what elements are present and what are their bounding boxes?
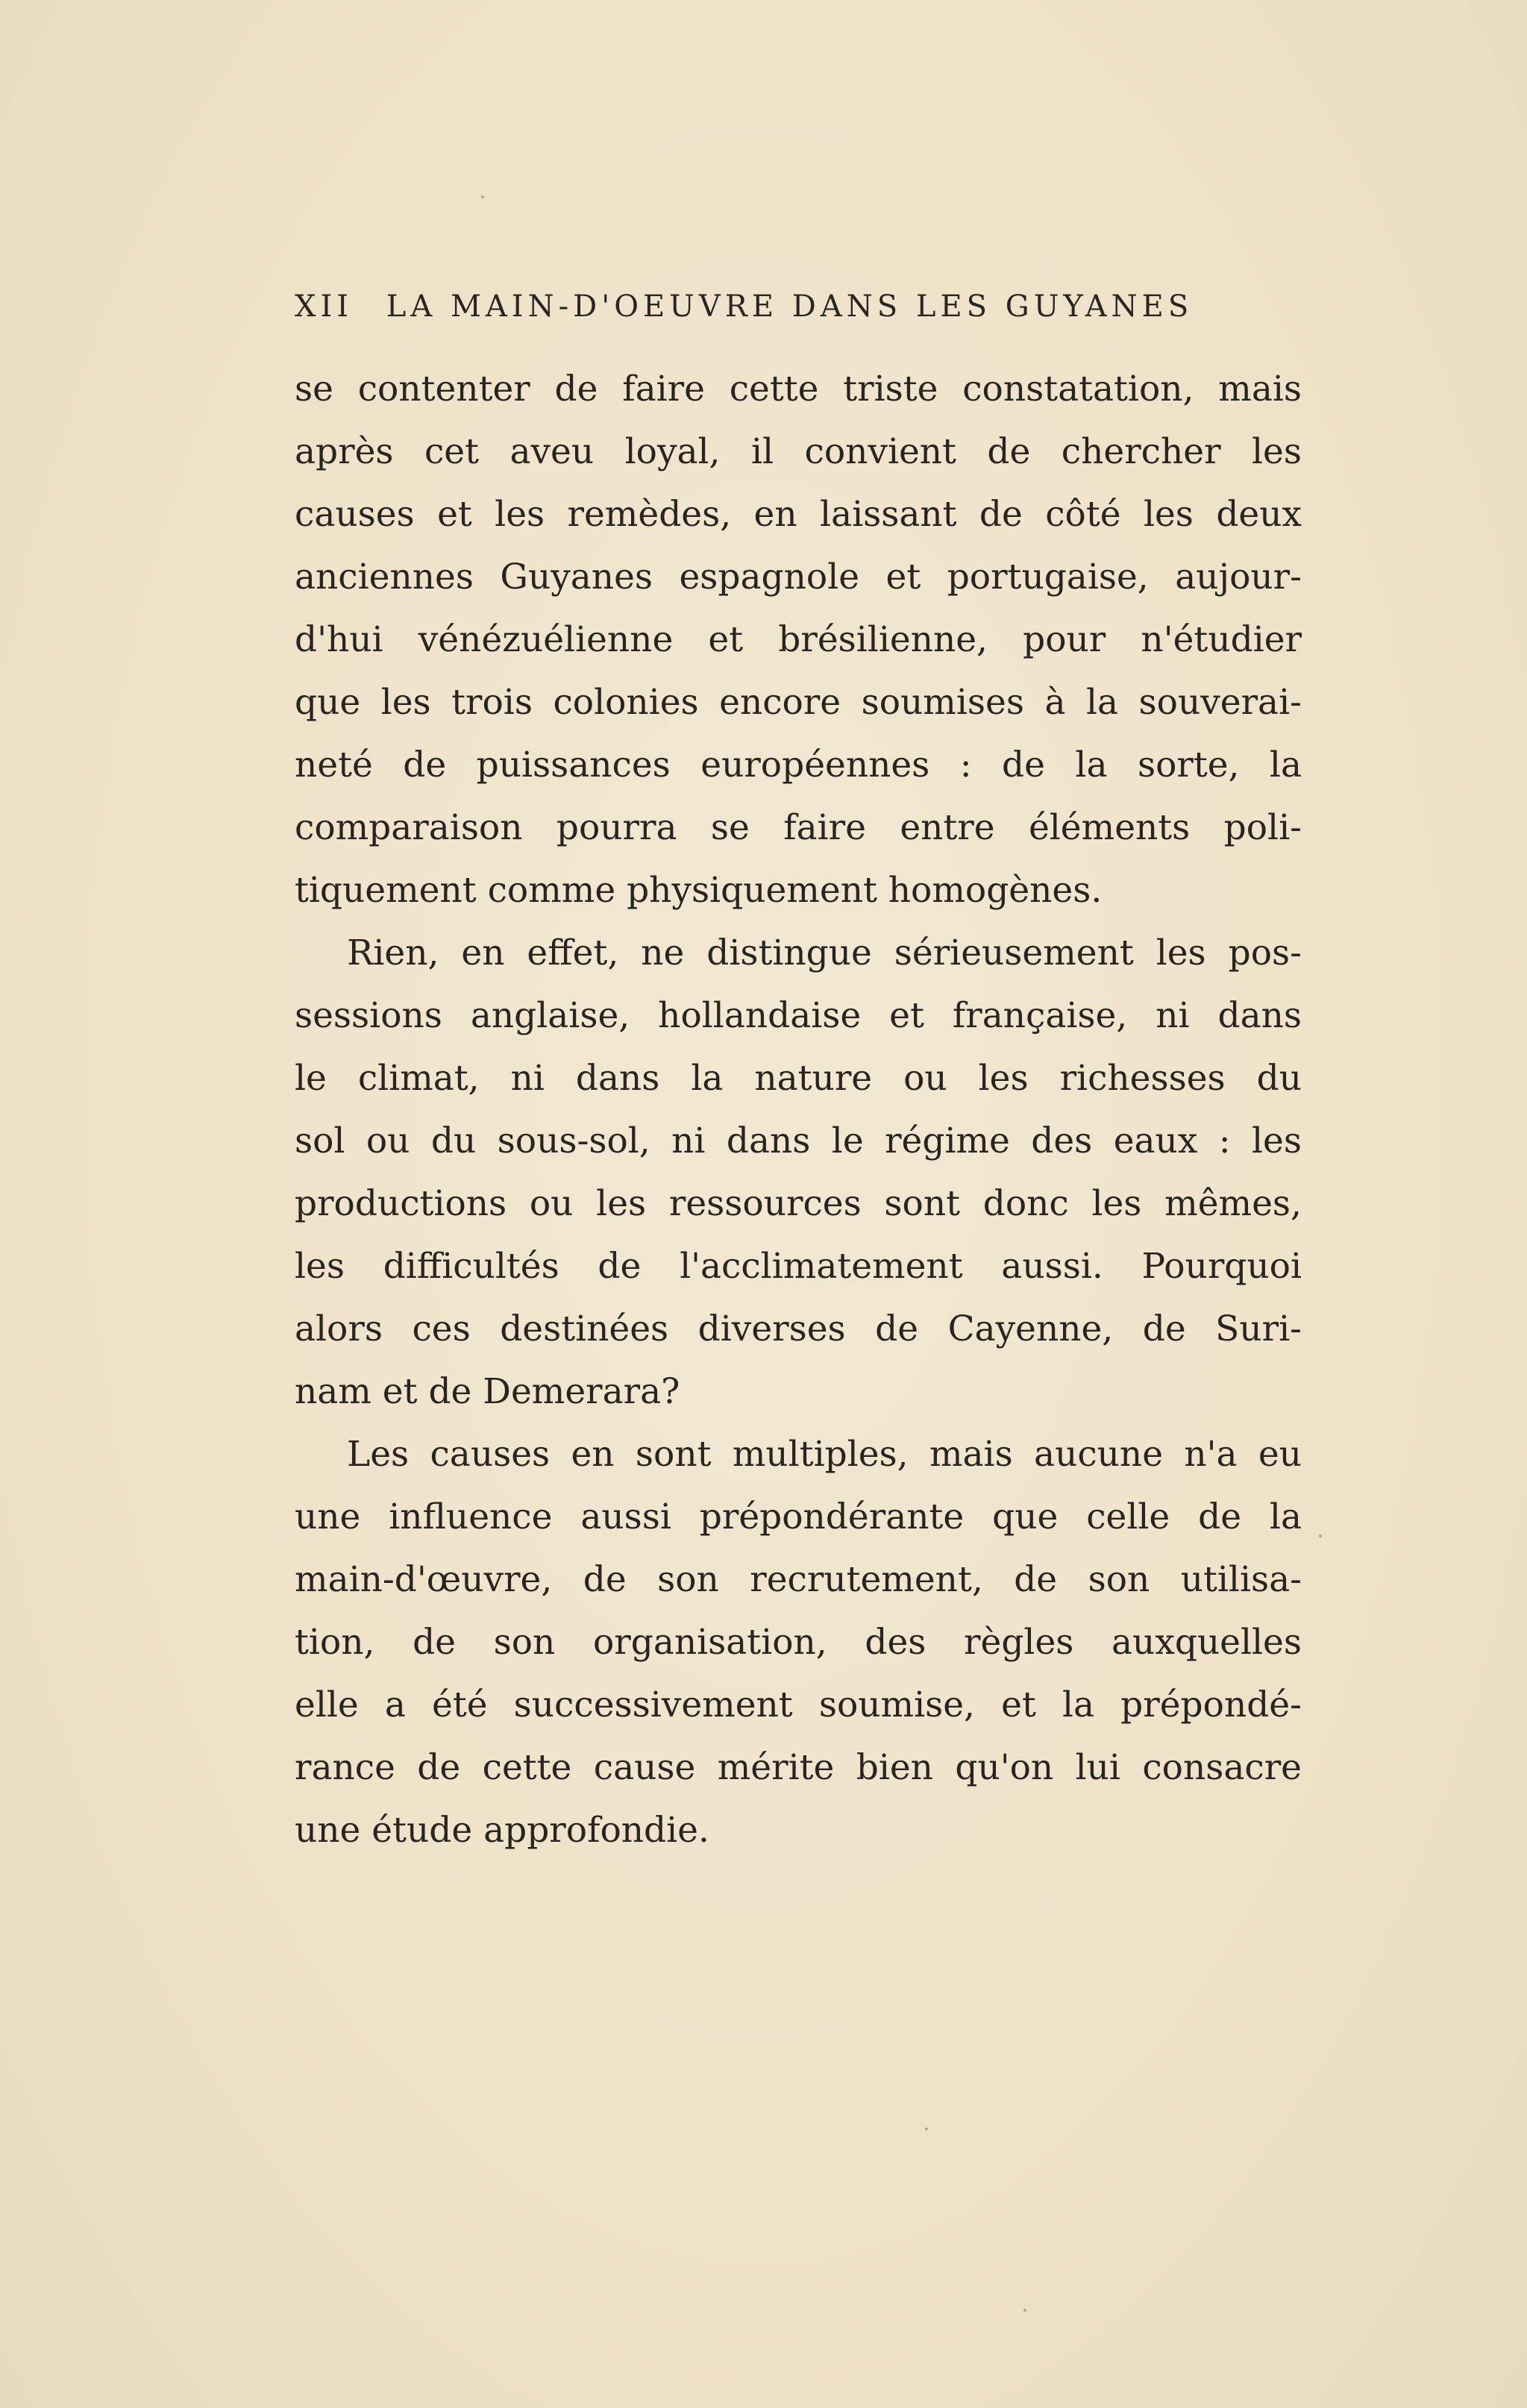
text-line: comparaison pourra se faire entre éléments poli- <box>295 807 1302 848</box>
text-line: une étude approfondie. <box>295 1810 709 1851</box>
text-line: que les trois colonies encore soumises à la souverai- <box>295 682 1302 723</box>
text-line: rance de cette cause mérite bien qu'on lui consacre <box>295 1747 1302 1788</box>
text-line: d'hui vénézuélienne et brésilienne, pour n'étudier <box>295 619 1302 660</box>
paper-speck <box>1319 1534 1322 1537</box>
paragraph-start-line: Rien, en effet, ne distingue sérieusement les pos- <box>347 932 1302 973</box>
body-text <box>295 358 1302 1862</box>
text-line: une influence aussi prépondérante que celle de la <box>295 1496 1302 1537</box>
page-number: XII <box>295 289 354 324</box>
text-line: après cet aveu loyal, il convient de chercher les <box>295 431 1302 472</box>
running-header <box>295 289 1235 324</box>
paper-speck <box>481 195 484 198</box>
text-line: se contenter de faire cette triste constatation, mais <box>295 369 1302 410</box>
text-line: le climat, ni dans la nature ou les richesses du <box>295 1058 1302 1099</box>
text-line: alors ces destinées diverses de Cayenne, de Suri- <box>295 1308 1302 1349</box>
text-line: les difficultés de l'acclimatement aussi. Pourquoi <box>295 1246 1302 1287</box>
text-line: main-d'œuvre, de son recrutement, de son utilisa- <box>295 1559 1302 1600</box>
text-line: neté de puissances européennes : de la sorte, la <box>295 744 1302 786</box>
running-title: LA MAIN-D'OEUVRE DANS LES GUYANES <box>386 289 1194 324</box>
text-line: sessions anglaise, hollandaise et française, ni dans <box>295 995 1302 1036</box>
text-line: productions ou les ressources sont donc les mêmes, <box>295 1183 1302 1224</box>
paper-speck <box>925 2128 928 2130</box>
paragraph-start-line: Les causes en sont multiples, mais aucune n'a eu <box>347 1434 1302 1475</box>
paper-speck <box>1023 2309 1026 2312</box>
text-line: causes et les remèdes, en laissant de côté les deux <box>295 494 1302 535</box>
text-line: tiquement comme physiquement homogènes. <box>295 870 1103 911</box>
text-line: elle a été successivement soumise, et la prépondé- <box>295 1684 1302 1725</box>
text-line: nam et de Demerara? <box>295 1371 680 1412</box>
text-line: sol ou du sous-sol, ni dans le régime des eaux : les <box>295 1120 1302 1161</box>
text-line: tion, de son organisation, des règles auxquelles <box>295 1622 1302 1663</box>
text-line: anciennes Guyanes espagnole et portugaise, aujour- <box>295 556 1302 598</box>
